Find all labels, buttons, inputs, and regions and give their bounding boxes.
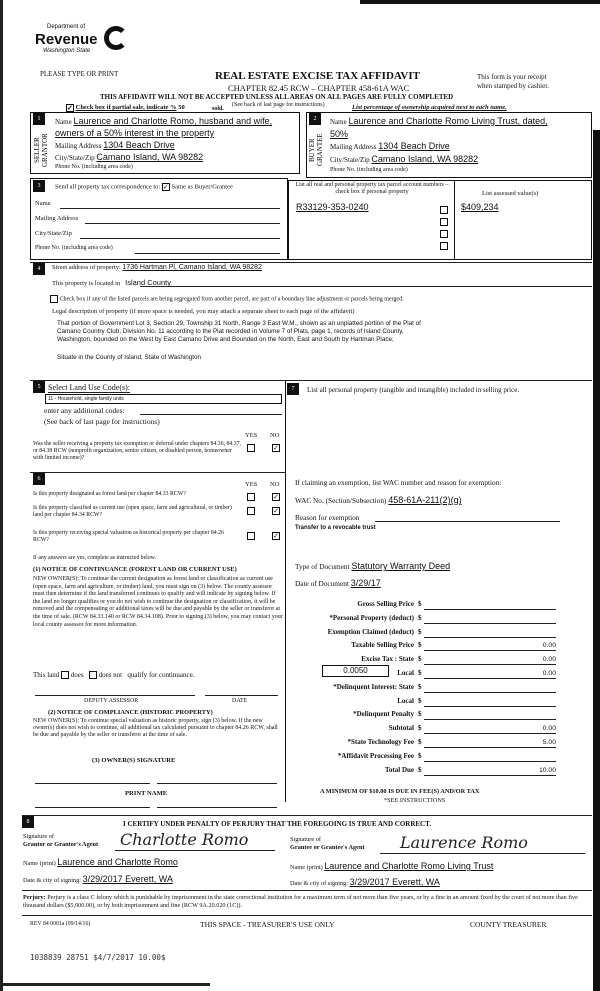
section-number: 2 — [309, 113, 321, 125]
section-number: 1 — [33, 113, 45, 125]
grantee-sig-label — [290, 836, 365, 852]
see-back: (See back of last page for instructions) — [232, 102, 325, 108]
tax-row-label: Exemption Claimed (deduct) — [327, 627, 414, 636]
field-line — [140, 414, 282, 415]
signature-line — [205, 695, 278, 696]
yes-checkbox[interactable] — [247, 507, 255, 515]
label: Send all property tax correspondence to: — [55, 183, 161, 191]
label: Signature of — [23, 833, 54, 840]
if-any: If any answers are yes, complete as instructed below. — [33, 555, 156, 561]
sold: sold. — [212, 106, 224, 112]
local-rate-field[interactable]: 0.0050 — [322, 665, 389, 677]
grantor-date-city[interactable] — [23, 874, 173, 884]
tax-row-value[interactable]: 0.00 — [424, 724, 556, 734]
no-checkbox[interactable]: ✓ — [273, 493, 279, 501]
personal-property-checkbox[interactable] — [440, 206, 448, 214]
dollar-sign: $ — [418, 641, 422, 650]
value: 1304 Beach Drive — [378, 141, 450, 151]
tax-row-value[interactable] — [424, 710, 556, 720]
no-checkbox[interactable]: ✓ — [273, 532, 279, 540]
logo-text: Revenue — [35, 31, 98, 48]
label: City/State/Zip — [330, 156, 370, 164]
label: Perjury: — [23, 894, 46, 901]
buyer-address[interactable] — [330, 141, 450, 151]
tax-row-value[interactable] — [424, 752, 556, 762]
label: qualify for continuance. — [127, 671, 195, 679]
grantee-print-name[interactable] — [290, 861, 493, 871]
personal-property-checkbox[interactable] — [440, 218, 448, 226]
dollar-sign: $ — [418, 627, 422, 636]
dollar-sign: $ — [418, 765, 422, 774]
tax-row-value[interactable] — [424, 628, 556, 638]
label: This property is located in — [52, 280, 121, 287]
value: Camano Island, WA 98282 — [96, 152, 204, 162]
value: 3/29/2017 Everett, WA — [82, 874, 173, 884]
label: Grantor or Grantor's Agent — [23, 841, 99, 848]
buyer-phone[interactable]: Phone No. (including area code) — [330, 167, 408, 173]
tax-row-value[interactable]: 10.00 — [424, 766, 556, 776]
receipt-note: when stamped by cashier. — [477, 82, 549, 90]
date-label: DATE — [232, 698, 248, 704]
label: Name — [330, 118, 347, 126]
tax-row-label: *State Technology Fee — [347, 738, 414, 746]
seller-phone[interactable]: Phone No. (including area code) — [55, 164, 133, 170]
divider — [22, 915, 592, 916]
buyer-label: BUYER GRANTEE — [308, 133, 324, 167]
assessed-value[interactable]: $409,234 — [461, 202, 499, 212]
county-treasurer: COUNTY TREASURER — [470, 920, 547, 929]
dollar-sign: $ — [418, 710, 422, 719]
reason-label: Reason for exemption — [295, 513, 360, 522]
value: 1736 Hartman Pl, Camano Island, WA 98282 — [122, 264, 262, 271]
label: City/State/Zip — [55, 154, 95, 162]
label: Street address of property: — [52, 264, 121, 271]
list-pct: List percentage of ownership acquired next to each name. — [352, 104, 507, 111]
label: Check box if any of the listed parcels are being segregated from another parcel, are part of a boundary line adjustment or parcels being merged. — [59, 296, 404, 303]
logo-text: Washington State — [43, 48, 91, 54]
label: Name — [55, 118, 72, 126]
value: 458-61A-211(2)(g) — [388, 495, 462, 505]
certify: I CERTIFY UNDER PENALTY OF PERJURY THAT THE FOREGOING IS TRUE AND CORRECT. — [123, 820, 432, 828]
scan-edge — [0, 983, 210, 986]
see-instructions: *SEE INSTRUCTIONS — [384, 797, 446, 804]
wac-field[interactable] — [295, 495, 462, 505]
value: Laurence and Charlotte Romo — [57, 857, 178, 867]
minimum-note: A MINIMUM OF $10.00 IS DUE IN FEE(S) AND/OR TAX — [320, 788, 480, 795]
signature-line — [115, 850, 275, 851]
corr-name-field[interactable]: Name — [35, 200, 51, 207]
print-name-label: PRINT NAME — [125, 790, 168, 797]
logo-text: Department of — [47, 24, 86, 30]
doc-type-field[interactable] — [295, 561, 450, 571]
historic-question: Is this property receiving special valuation as historical property per chapter 84.26 RCW? — [33, 530, 224, 543]
divider — [30, 472, 285, 473]
dollar-sign: $ — [418, 682, 422, 691]
grantor-signature[interactable]: Charlotte Romo — [120, 830, 249, 849]
divider — [285, 380, 286, 802]
field-line — [80, 238, 280, 239]
tax-row-label: Gross Selling Price — [357, 600, 414, 608]
assessed-header: List assessed value(s) — [482, 190, 539, 197]
notice-compliance-title: (2) NOTICE OF COMPLIANCE (HISTORIC PROPERTY) — [48, 709, 213, 716]
legal-line: That portion of Government Lot 3, Section 29, Township 31 North, Range 3 East W.M., shown as an unplatted portion of the Plat of — [57, 320, 421, 327]
scan-edge — [593, 130, 600, 991]
partial-sale — [66, 103, 185, 112]
tax-row-label: Excise Tax : State — [361, 655, 414, 664]
label: does — [70, 671, 84, 679]
buyer-name[interactable] — [330, 116, 548, 126]
divider — [22, 815, 592, 816]
does-not-checkbox[interactable] — [89, 671, 97, 679]
label: Signature of — [290, 836, 321, 843]
signature-line — [35, 695, 195, 696]
reason-value[interactable]: Transfer to a revocable trust — [295, 525, 376, 531]
street-address[interactable] — [52, 264, 262, 271]
segregated-checkbox[interactable] — [50, 295, 58, 303]
no-checkbox[interactable]: ✓ — [273, 507, 279, 515]
current-use-question: Is this property classified as current use (open space, farm and agricultural, or timber) land per chapter 84.34 RCW? — [33, 505, 232, 518]
legal-line: Washington, bounded on the West by East Camano Drive and Bounded on the North, East and South by Hartman Place; — [57, 336, 394, 343]
parcel-number[interactable]: R33129-353-0240 — [296, 202, 369, 212]
grantee-signature[interactable]: Laurence Romo — [400, 833, 528, 852]
value: 1304 Beach Drive — [103, 140, 175, 150]
label: Date & city of signing: — [23, 877, 82, 884]
dollar-sign: $ — [418, 655, 422, 664]
value: Laurence and Charlotte Romo Living Trust — [324, 861, 494, 871]
field-line — [85, 223, 280, 224]
dollar-sign: $ — [418, 696, 422, 705]
signature-line — [380, 853, 585, 854]
field-line — [140, 286, 592, 287]
tax-row-label: *Delinquent Interest: State — [333, 682, 414, 691]
tax-row-value[interactable]: 0.00 — [424, 669, 556, 679]
value: Camano Island, WA 98282 — [371, 154, 479, 164]
logo — [35, 24, 98, 55]
dollar-sign: $ — [418, 738, 422, 746]
tax-row-label: Subtotal — [388, 724, 414, 733]
section-number: 8 — [22, 816, 34, 828]
label: Type of Document — [295, 562, 350, 571]
label: Name (print) — [23, 860, 56, 867]
no-header: NO — [270, 481, 280, 488]
notice-compliance-text: NEW OWNER(S): To continue special valuation as historic property, sign (3) below. If the new owner(s) does not wish to continue, all additional tax calculated pursuant to chapter 84.26 RCW, shall be due and payable by the seller or transferor at the time of sale. — [33, 718, 278, 738]
yes-header: YES — [245, 432, 258, 439]
send-correspondence — [55, 183, 233, 191]
label: This land — [33, 671, 60, 679]
label: Date & city of signing: — [290, 880, 349, 887]
tax-row-label: *Delinquent Penalty — [353, 710, 414, 719]
tax-row-value[interactable]: 0.00 — [424, 641, 556, 651]
partial-value[interactable]: 50 — [178, 104, 185, 111]
yes-checkbox[interactable] — [247, 493, 255, 501]
label: Date of Document — [295, 579, 349, 588]
buyer-city[interactable] — [330, 154, 478, 164]
seller-address[interactable] — [55, 140, 175, 150]
tax-row-label: Total Due — [384, 765, 414, 774]
label: does not — [98, 671, 123, 679]
seller-label: SELLER GRANTOR — [33, 133, 49, 167]
label: Mailing Address — [330, 143, 377, 151]
corr-city-field[interactable]: City/State/Zip — [35, 230, 72, 237]
see-back: (See back of last page for instructions) — [44, 417, 160, 426]
value: Statutory Warranty Deed — [351, 561, 451, 571]
section-number: 7 — [287, 383, 299, 395]
value: Laurence and Charlotte Romo, husband and wife, — [73, 116, 273, 126]
legal-line: Camano Country Club, Division No. 11 according to the Plat recorded in Volume 7 of Plats, page 1, records of Island County, — [57, 328, 404, 335]
divider — [22, 890, 592, 891]
tax-row-label: *Affidavit Processing Fee — [337, 751, 414, 760]
legal-label: Legal description of property (if more space is needed, you may attach a separate sheet to each page of the affidavit) — [52, 308, 355, 315]
warning: THIS AFFIDAVIT WILL NOT BE ACCEPTED UNLESS ALL AREAS ON ALL PAGES ARE FULLY COMPLETED — [100, 93, 454, 101]
exemption-header: If claiming an exemption, list WAC number and reason for exemption: — [295, 478, 502, 487]
text: Perjury is a class C felony which is punishable by imprisonment in the state correctional institution for a maximum term of not more than five years, or by a fine in an amount fixed by the court of not more than five thousand dollars ($5,000.00), or by both imprisonment and fine (RCW 9A.20.020 (1C)). — [23, 894, 578, 909]
scan-edge — [360, 0, 600, 4]
tax-row-value[interactable] — [424, 697, 556, 707]
section-number: 6 — [33, 473, 45, 485]
field-line — [375, 521, 560, 522]
parcel-header: List all real and personal property tax parcel account numbers – check box if personal property — [295, 182, 449, 195]
label: Name (print) — [290, 864, 323, 871]
divider — [454, 180, 455, 260]
dollar-sign: $ — [418, 751, 422, 760]
no-header: NO — [270, 432, 280, 439]
seller-city[interactable] — [55, 152, 203, 162]
treasurer-space: THIS SPACE - TREASURER'S USE ONLY — [200, 920, 335, 929]
label: WAC No. (Section/Subsection) — [295, 496, 387, 505]
no-checkbox[interactable]: ✓ — [273, 444, 279, 452]
dollar-sign: $ — [418, 724, 422, 733]
tax-row-value[interactable] — [424, 614, 556, 624]
label: Same as Buyer/Grantee — [171, 183, 233, 191]
exemption-question: Was the seller receiving a property tax exemption or deferral under chapters 84.36, 84.37, or 84.38 RCW (nonprofit organization, senior citizen, or disabled person, homeowner with limited income)? — [33, 441, 241, 461]
same-as-buyer-checkbox[interactable]: ✓ — [162, 183, 169, 191]
form-title: REAL ESTATE EXCISE TAX AFFIDAVIT — [215, 70, 420, 82]
section-number: 3 — [33, 180, 45, 192]
grantor-sig-label — [23, 833, 98, 849]
seller-name[interactable] — [55, 116, 272, 126]
tax-row-value[interactable]: 0.00 — [424, 655, 556, 665]
grantor-print-name[interactable] — [23, 857, 178, 867]
corr-address-field[interactable]: Mailing Address — [35, 215, 79, 222]
tax-row-label: *Personal Property (deduct) — [329, 613, 414, 622]
receipt-note: This form is your receipt — [477, 73, 547, 81]
value: 3/29/2017 Everett, WA — [349, 877, 440, 887]
please-type: PLEASE TYPE OR PRINT — [40, 70, 119, 78]
value: Laurence and Charlotte Romo Living Trust, dated, — [348, 116, 548, 126]
value[interactable]: Island County — [125, 278, 171, 287]
segregated — [50, 295, 404, 303]
dollar-sign: $ — [418, 669, 422, 677]
cashier-stamp: 1038839 28751 $4/7/2017 10.00$ — [30, 953, 166, 962]
land-use-label: Select Land Use Code(s): — [48, 383, 130, 392]
yes-checkbox[interactable] — [247, 532, 255, 540]
seller-name-2[interactable]: owners of a 50% interest in the property — [55, 128, 215, 138]
personal-property-checkbox[interactable] — [440, 230, 448, 238]
parcel-checkboxes — [440, 204, 448, 252]
tax-row-label: Taxable Selling Price — [351, 641, 414, 650]
personal-property-label: List all personal property (tangible and intangible) included in selling price. — [307, 386, 520, 394]
tax-row-label: Local — [397, 696, 414, 705]
field-line — [60, 208, 280, 209]
continuance-choice — [33, 671, 194, 679]
personal-property-checkbox[interactable] — [440, 242, 448, 250]
owner-signature-title: (3) OWNER(S) SIGNATURE — [92, 757, 176, 764]
divider — [30, 262, 592, 263]
dollar-sign: $ — [418, 613, 422, 622]
form-revision: REV 84 0001a (09/14/16) — [30, 921, 91, 927]
label: Mailing Address — [55, 142, 102, 150]
perjury-notice — [23, 894, 588, 910]
does-checkbox[interactable] — [61, 671, 69, 679]
scan-edge — [0, 0, 3, 991]
tax-row-value[interactable] — [424, 683, 556, 693]
tax-row-label: Local — [397, 669, 414, 677]
dollar-sign: $ — [418, 600, 422, 608]
yes-checkbox[interactable] — [247, 444, 255, 452]
grantee-date-city[interactable] — [290, 877, 440, 887]
section-number: 5 — [33, 381, 45, 393]
section-number: 4 — [33, 263, 45, 275]
yes-header: YES — [245, 481, 258, 488]
land-use-code-field[interactable]: 11 - Household, single family units — [45, 394, 282, 404]
signature-line — [35, 783, 150, 784]
tax-row-value[interactable]: 5.00 — [424, 738, 556, 748]
value: 3/29/17 — [350, 578, 381, 588]
partial-sale-checkbox[interactable]: ✓ — [67, 103, 73, 112]
legal-description[interactable] — [57, 320, 421, 344]
divider — [30, 380, 592, 381]
doc-date-field[interactable] — [295, 578, 381, 588]
forest-question: Is this property designated as forest land per chapter 84.33 RCW? — [33, 491, 186, 497]
label: Grantee or Grantee's Agent — [290, 844, 365, 851]
signature-line — [157, 783, 277, 784]
buyer-name-2[interactable]: 50% — [330, 129, 349, 139]
corr-phone-field[interactable]: Phone No. (including area code) — [35, 245, 113, 251]
chapter: CHAPTER 82.45 RCW – CHAPTER 458-61A WAC — [228, 83, 410, 93]
tax-row-value[interactable] — [424, 600, 556, 610]
logo-swoosh-icon — [104, 26, 128, 50]
signature-line — [35, 807, 150, 808]
situate: Situate in the County of Island, State of Washington — [57, 354, 201, 361]
signature-line — [157, 807, 277, 808]
field-line — [135, 253, 280, 254]
additional-codes-field[interactable]: enter any additional codes: — [44, 406, 125, 415]
notice-continuance-text: NEW OWNER(S): To continue the current designation as forest land or classification as current use (open space, farm and agriculture, or timber) land, you must sign on (3) below. The county assessor must then determine if the land transferred continues to qualify and will indicate by signing below. If the land no longer qualifies or you do not wish to continue the designation or classification, it will be removed and the compensating or additional taxes will be due and payable by the seller or transferor at the time of sale. (RCW 84.33.140 or RCW 84.34.108). Prior to signing (3) below, you may contact your local county assessor for more information. — [33, 576, 283, 628]
partial-label: Check box if partial sale, indicate % — [75, 104, 177, 111]
deputy-assessor-label: DEPUTY ASSESSOR — [84, 698, 139, 704]
notice-continuance-title: (1) NOTICE OF CONTINUANCE (FOREST LAND OR CURRENT USE) — [33, 566, 237, 573]
